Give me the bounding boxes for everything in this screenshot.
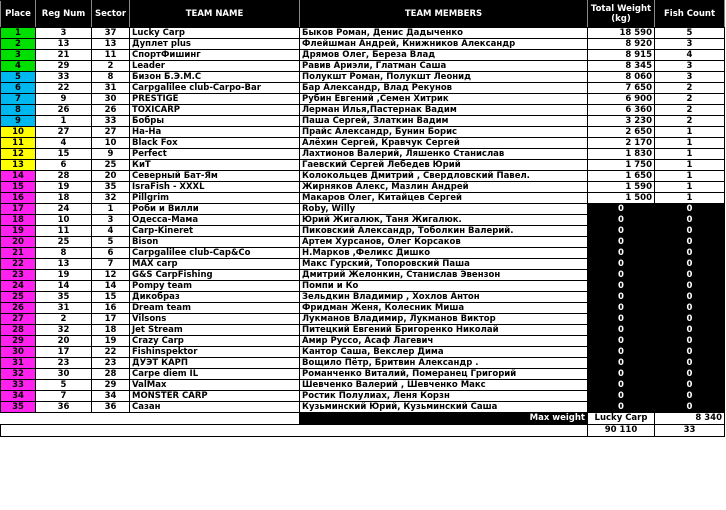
team-members-cell: Романченко Виталий, Померанец Григорий	[300, 369, 588, 380]
fish-count-cell: 2	[655, 94, 725, 105]
sector-cell: 6	[92, 248, 130, 259]
place-cell: 4	[1, 61, 36, 72]
team-name-cell: Carpe diem IL	[130, 369, 300, 380]
header-team-members: TEAM MEMBERS	[300, 1, 588, 28]
table-row	[1, 270, 725, 281]
place-cell: 32	[1, 369, 36, 380]
table-row	[1, 171, 725, 182]
total-fish: 33	[655, 425, 725, 437]
total-weight-cell: 0	[588, 281, 655, 292]
total-weight-cell: 0	[588, 336, 655, 347]
fish-count-cell: 2	[655, 105, 725, 116]
team-name-cell: Black Fox	[130, 138, 300, 149]
fish-count-cell: 0	[655, 248, 725, 259]
team-name-cell: Одесса-Мама	[130, 215, 300, 226]
total-weight-cell: 0	[588, 248, 655, 259]
table-row	[1, 138, 725, 149]
total-weight-cell: 2 170	[588, 138, 655, 149]
reg-num-cell: 25	[36, 237, 92, 248]
sector-cell: 10	[92, 138, 130, 149]
team-members-cell: Пиковский Александр, Тоболкин Валерий.	[300, 226, 588, 237]
team-members-cell: Колокольцев Дмитрий , Свердловский Павел.	[300, 171, 588, 182]
team-name-cell: PRESTIGE	[130, 94, 300, 105]
table-row	[1, 259, 725, 270]
reg-num-cell: 1	[36, 116, 92, 127]
fish-count-cell: 1	[655, 127, 725, 138]
team-name-cell: СпортФишинг	[130, 50, 300, 61]
sector-cell: 30	[92, 94, 130, 105]
sector-cell: 13	[92, 39, 130, 50]
place-cell: 31	[1, 358, 36, 369]
team-name-cell: MAX carp	[130, 259, 300, 270]
totals-spacer	[1, 425, 588, 437]
total-weight-cell: 3 230	[588, 116, 655, 127]
fish-count-cell: 5	[655, 28, 725, 39]
table-row	[1, 127, 725, 138]
place-cell: 12	[1, 149, 36, 160]
place-cell: 14	[1, 171, 36, 182]
fish-count-cell: 3	[655, 39, 725, 50]
sector-cell: 33	[92, 116, 130, 127]
fish-count-cell: 0	[655, 336, 725, 347]
fish-count-cell: 0	[655, 369, 725, 380]
sector-cell: 11	[92, 50, 130, 61]
reg-num-cell: 36	[36, 402, 92, 413]
sector-cell: 32	[92, 193, 130, 204]
reg-num-cell: 28	[36, 171, 92, 182]
table-row	[1, 193, 725, 204]
table-row	[1, 347, 725, 358]
total-weight-cell: 0	[588, 303, 655, 314]
reg-num-cell: 13	[36, 259, 92, 270]
sector-cell: 7	[92, 259, 130, 270]
team-members-cell: Равив Ариэли, Глатман Саша	[300, 61, 588, 72]
team-name-cell: Leader	[130, 61, 300, 72]
total-weight-cell: 1 650	[588, 171, 655, 182]
team-members-cell: Лерман Илья,Пастернак Вадим	[300, 105, 588, 116]
team-members-cell: Флейшман Андрей, Книжников Александр	[300, 39, 588, 50]
header-row	[1, 1, 725, 28]
fish-count-cell: 2	[655, 116, 725, 127]
table-row	[1, 303, 725, 314]
reg-num-cell: 10	[36, 215, 92, 226]
total-weight-cell: 0	[588, 380, 655, 391]
reg-num-cell: 20	[36, 336, 92, 347]
sector-cell: 25	[92, 160, 130, 171]
sector-cell: 27	[92, 127, 130, 138]
max-weight-team: Lucky Carp	[588, 413, 655, 425]
team-name-cell: Северный Бат-Ям	[130, 171, 300, 182]
team-name-cell: Сазан	[130, 402, 300, 413]
totals-row	[1, 425, 725, 437]
table-row	[1, 149, 725, 160]
sector-cell: 4	[92, 226, 130, 237]
team-name-cell: Perfect	[130, 149, 300, 160]
team-name-cell: Дуплет plus	[130, 39, 300, 50]
reg-num-cell: 32	[36, 325, 92, 336]
fish-count-cell: 1	[655, 182, 725, 193]
max-weight-value: 8 340	[655, 413, 725, 425]
team-name-cell: Crazy Carp	[130, 336, 300, 347]
team-members-cell: Лахтионов Валерий, Ляшенко Станислав	[300, 149, 588, 160]
fish-count-cell: 1	[655, 171, 725, 182]
team-name-cell: Carpgalilee club-Cap&Co	[130, 248, 300, 259]
team-name-cell: Pillgrim	[130, 193, 300, 204]
team-name-cell: Fishinspektor	[130, 347, 300, 358]
total-weight-cell: 2 650	[588, 127, 655, 138]
team-name-cell: G&S CarpFishing	[130, 270, 300, 281]
team-name-cell: Carp-Kineret	[130, 226, 300, 237]
header-sector: Sector	[92, 1, 130, 28]
team-members-cell: Бар Александр, Влад Рекунов	[300, 83, 588, 94]
reg-num-cell: 29	[36, 61, 92, 72]
team-members-cell: Помпи и Ко	[300, 281, 588, 292]
place-cell: 34	[1, 391, 36, 402]
table-row	[1, 237, 725, 248]
team-name-cell: Pompy team	[130, 281, 300, 292]
team-members-cell: Н.Марков ,Феликс Дишко	[300, 248, 588, 259]
team-members-cell: Прайс Александр, Бунин Борис	[300, 127, 588, 138]
total-weight-cell: 1 750	[588, 160, 655, 171]
total-weight-cell: 0	[588, 347, 655, 358]
fish-count-cell: 0	[655, 314, 725, 325]
team-members-cell: Паша Сергей, Златкин Вадим	[300, 116, 588, 127]
footer-spacer	[1, 413, 300, 425]
place-cell: 3	[1, 50, 36, 61]
reg-num-cell: 26	[36, 105, 92, 116]
team-members-cell: Гаевский Сергей Лебедев Юрий	[300, 160, 588, 171]
place-cell: 21	[1, 248, 36, 259]
fish-count-cell: 3	[655, 72, 725, 83]
table-row	[1, 336, 725, 347]
reg-num-cell: 11	[36, 226, 92, 237]
table-row	[1, 61, 725, 72]
sector-cell: 29	[92, 380, 130, 391]
total-weight-cell: 0	[588, 369, 655, 380]
reg-num-cell: 22	[36, 83, 92, 94]
sector-cell: 17	[92, 314, 130, 325]
place-cell: 9	[1, 116, 36, 127]
sector-cell: 12	[92, 270, 130, 281]
fish-count-cell: 0	[655, 270, 725, 281]
reg-num-cell: 14	[36, 281, 92, 292]
team-members-cell: Артем Хурсанов, Олег Корсаков	[300, 237, 588, 248]
reg-num-cell: 13	[36, 39, 92, 50]
table-row	[1, 402, 725, 413]
team-members-cell: Алёхин Сергей, Кравчук Сергей	[300, 138, 588, 149]
team-members-cell: Зельдкин Владимир , Хохлов Антон	[300, 292, 588, 303]
total-weight-cell: 8 915	[588, 50, 655, 61]
team-members-cell: Вощило Пётр, Бритвин Александр .	[300, 358, 588, 369]
sector-cell: 5	[92, 237, 130, 248]
table-row	[1, 204, 725, 215]
team-name-cell: MONSTER CARP	[130, 391, 300, 402]
team-members-cell: Полукшт Роман, Полукшт Леонид	[300, 72, 588, 83]
fish-count-cell: 0	[655, 237, 725, 248]
reg-num-cell: 33	[36, 72, 92, 83]
table-row	[1, 281, 725, 292]
header-team-name: TEAM NAME	[130, 1, 300, 28]
sector-cell: 15	[92, 292, 130, 303]
team-members-cell: Быков Роман, Денис Дадыченко	[300, 28, 588, 39]
reg-num-cell: 6	[36, 160, 92, 171]
team-name-cell: Vilsons	[130, 314, 300, 325]
place-cell: 8	[1, 105, 36, 116]
sector-cell: 14	[92, 281, 130, 292]
team-members-cell: Дрямов Олег, Береза Влад	[300, 50, 588, 61]
total-weight-cell: 0	[588, 215, 655, 226]
team-members-cell: Кузьминский Юрий, Кузьминский Саша	[300, 402, 588, 413]
place-cell: 35	[1, 402, 36, 413]
team-members-cell: Юрий Жигалюк, Таня Жигалюк.	[300, 215, 588, 226]
table-row	[1, 39, 725, 50]
sector-cell: 18	[92, 325, 130, 336]
table-row	[1, 391, 725, 402]
fish-count-cell: 0	[655, 303, 725, 314]
fish-count-cell: 0	[655, 402, 725, 413]
total-weight-cell: 7 650	[588, 83, 655, 94]
table-row	[1, 215, 725, 226]
team-name-cell: Бизон Б.Э.М.С	[130, 72, 300, 83]
total-weight-cell: 0	[588, 226, 655, 237]
total-weight-cell: 6 900	[588, 94, 655, 105]
reg-num-cell: 8	[36, 248, 92, 259]
header-fish-count: Fish Count	[655, 1, 725, 28]
fish-count-cell: 4	[655, 50, 725, 61]
reg-num-cell: 17	[36, 347, 92, 358]
table-row	[1, 28, 725, 39]
fish-count-cell: 2	[655, 83, 725, 94]
table-row	[1, 182, 725, 193]
table-row	[1, 94, 725, 105]
total-weight-cell: 0	[588, 314, 655, 325]
place-cell: 1	[1, 28, 36, 39]
reg-num-cell: 30	[36, 369, 92, 380]
reg-num-cell: 4	[36, 138, 92, 149]
team-members-cell: Питецкий Евгений Бригоренко Николай	[300, 325, 588, 336]
table-row	[1, 160, 725, 171]
header-reg-num: Reg Num	[36, 1, 92, 28]
place-cell: 11	[1, 138, 36, 149]
place-cell: 22	[1, 259, 36, 270]
team-name-cell: Роби и Вилли	[130, 204, 300, 215]
fish-count-cell: 1	[655, 138, 725, 149]
sector-cell: 9	[92, 149, 130, 160]
fish-count-cell: 1	[655, 149, 725, 160]
total-weight-cell: 0	[588, 358, 655, 369]
sector-cell: 16	[92, 303, 130, 314]
reg-num-cell: 3	[36, 28, 92, 39]
sector-cell: 34	[92, 391, 130, 402]
reg-num-cell: 2	[36, 314, 92, 325]
total-weight-cell: 8 920	[588, 39, 655, 50]
table-row	[1, 380, 725, 391]
fish-count-cell: 0	[655, 259, 725, 270]
total-weight-cell: 0	[588, 391, 655, 402]
total-weight-cell: 8 345	[588, 61, 655, 72]
total-weight-cell: 0	[588, 270, 655, 281]
place-cell: 15	[1, 182, 36, 193]
total-weight-cell: 0	[588, 325, 655, 336]
table-row	[1, 314, 725, 325]
sector-cell: 26	[92, 105, 130, 116]
fish-count-cell: 0	[655, 325, 725, 336]
team-members-cell: Рубин Евгений ,Семен Хитрик	[300, 94, 588, 105]
team-name-cell: IsraFish - XXXL	[130, 182, 300, 193]
team-members-cell: Макс Гурский, Топоровский Паша	[300, 259, 588, 270]
results-body	[1, 1, 725, 413]
place-cell: 27	[1, 314, 36, 325]
team-name-cell: Dream team	[130, 303, 300, 314]
table-row	[1, 50, 725, 61]
team-name-cell: Дикобраз	[130, 292, 300, 303]
sector-cell: 2	[92, 61, 130, 72]
max-weight-row	[1, 413, 725, 425]
reg-num-cell: 21	[36, 50, 92, 61]
fish-count-cell: 3	[655, 61, 725, 72]
place-cell: 25	[1, 292, 36, 303]
header-total-weight: Total Weight (kg)	[588, 1, 655, 28]
table-row	[1, 72, 725, 83]
header-place: Place	[1, 1, 36, 28]
sector-cell: 3	[92, 215, 130, 226]
sector-cell: 1	[92, 204, 130, 215]
sector-cell: 36	[92, 402, 130, 413]
footer-body	[1, 413, 725, 437]
place-cell: 18	[1, 215, 36, 226]
place-cell: 10	[1, 127, 36, 138]
team-name-cell: Lucky Carp	[130, 28, 300, 39]
total-weight-cell: 1 590	[588, 182, 655, 193]
team-members-cell: Фридман Женя, Колесник Миша	[300, 303, 588, 314]
team-name-cell: ДУЭТ КАРП	[130, 358, 300, 369]
table-row	[1, 248, 725, 259]
reg-num-cell: 7	[36, 391, 92, 402]
total-weight-cell: 0	[588, 259, 655, 270]
sector-cell: 35	[92, 182, 130, 193]
total-weight-cell: 18 590	[588, 28, 655, 39]
reg-num-cell: 15	[36, 149, 92, 160]
team-name-cell: Jet Stream	[130, 325, 300, 336]
table-row	[1, 226, 725, 237]
team-members-cell: Макаров Олег, Китайцев Сергей	[300, 193, 588, 204]
team-members-cell: Шевченко Валерий , Шевченко Макс	[300, 380, 588, 391]
total-weight: 90 110	[588, 425, 655, 437]
fish-count-cell: 0	[655, 347, 725, 358]
reg-num-cell: 19	[36, 182, 92, 193]
total-weight-cell: 1 830	[588, 149, 655, 160]
place-cell: 24	[1, 281, 36, 292]
place-cell: 29	[1, 336, 36, 347]
fish-count-cell: 0	[655, 358, 725, 369]
place-cell: 2	[1, 39, 36, 50]
fish-count-cell: 0	[655, 215, 725, 226]
reg-num-cell: 18	[36, 193, 92, 204]
sector-cell: 37	[92, 28, 130, 39]
team-members-cell: Дмитрий Желонкин, Станислав Эвензон	[300, 270, 588, 281]
fish-count-cell: 0	[655, 292, 725, 303]
fish-count-cell: 1	[655, 193, 725, 204]
total-weight-cell: 0	[588, 204, 655, 215]
place-cell: 17	[1, 204, 36, 215]
team-name-cell: TOXICARP	[130, 105, 300, 116]
table-row	[1, 105, 725, 116]
fish-count-cell: 0	[655, 380, 725, 391]
table-row	[1, 358, 725, 369]
table-row	[1, 369, 725, 380]
fish-count-cell: 0	[655, 281, 725, 292]
sector-cell: 20	[92, 171, 130, 182]
sector-cell: 22	[92, 347, 130, 358]
reg-num-cell: 23	[36, 358, 92, 369]
fish-count-cell: 0	[655, 391, 725, 402]
fish-count-cell: 1	[655, 160, 725, 171]
max-weight-label: Max weight	[300, 413, 588, 425]
reg-num-cell: 24	[36, 204, 92, 215]
sector-cell: 8	[92, 72, 130, 83]
total-weight-cell: 0	[588, 292, 655, 303]
team-name-cell: КиТ	[130, 160, 300, 171]
table-row	[1, 83, 725, 94]
fish-count-cell: 0	[655, 204, 725, 215]
reg-num-cell: 35	[36, 292, 92, 303]
team-members-cell: Жирняков Алекс, Мазлин Андрей	[300, 182, 588, 193]
team-members-cell: Roby, Willy	[300, 204, 588, 215]
place-cell: 28	[1, 325, 36, 336]
place-cell: 26	[1, 303, 36, 314]
team-members-cell: Амир Руссо, Асаф Лагевич	[300, 336, 588, 347]
sector-cell: 19	[92, 336, 130, 347]
table-row	[1, 325, 725, 336]
place-cell: 19	[1, 226, 36, 237]
place-cell: 7	[1, 94, 36, 105]
table-row	[1, 116, 725, 127]
total-weight-cell: 8 060	[588, 72, 655, 83]
team-name-cell: На-На	[130, 127, 300, 138]
reg-num-cell: 19	[36, 270, 92, 281]
total-weight-cell: 6 360	[588, 105, 655, 116]
total-weight-cell: 0	[588, 237, 655, 248]
team-members-cell: Лукманов Владимир, Лукманов Виктор	[300, 314, 588, 325]
sector-cell: 31	[92, 83, 130, 94]
reg-num-cell: 9	[36, 94, 92, 105]
total-weight-cell: 1 500	[588, 193, 655, 204]
place-cell: 6	[1, 83, 36, 94]
total-weight-cell: 0	[588, 402, 655, 413]
place-cell: 13	[1, 160, 36, 171]
reg-num-cell: 31	[36, 303, 92, 314]
table-row	[1, 292, 725, 303]
place-cell: 20	[1, 237, 36, 248]
team-name-cell: Carpgalilee club-Carpo-Bar	[130, 83, 300, 94]
place-cell: 33	[1, 380, 36, 391]
fish-count-cell: 0	[655, 226, 725, 237]
place-cell: 16	[1, 193, 36, 204]
team-name-cell: ValMax	[130, 380, 300, 391]
reg-num-cell: 5	[36, 380, 92, 391]
place-cell: 23	[1, 270, 36, 281]
team-members-cell: Ростик Полулиах, Леня Корзн	[300, 391, 588, 402]
sector-cell: 28	[92, 369, 130, 380]
sector-cell: 23	[92, 358, 130, 369]
place-cell: 5	[1, 72, 36, 83]
team-name-cell: Бобры	[130, 116, 300, 127]
reg-num-cell: 27	[36, 127, 92, 138]
place-cell: 30	[1, 347, 36, 358]
team-members-cell: Кантор Саша, Векслер Дима	[300, 347, 588, 358]
team-name-cell: Bison	[130, 237, 300, 248]
